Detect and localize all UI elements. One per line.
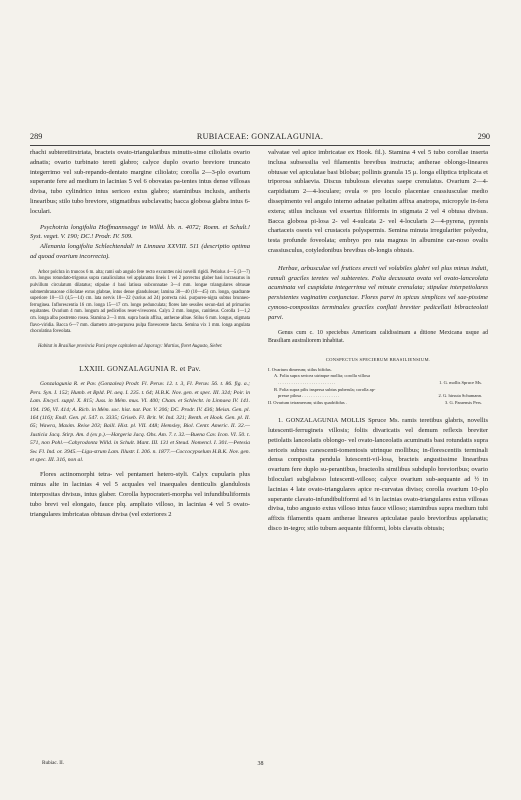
key-text: II. Ovarium tetramerum; stilus quadrifidus . (268, 399, 347, 405)
key-species: 2. G. hirsuta Schumann. (438, 393, 482, 399)
genus-title: LXXIII. GONZALAGUNIA R. et Pav. (79, 364, 201, 374)
right-page-number: 290 (477, 132, 490, 141)
genus-description-continued: valvatae vel apice imbricatae ex Hook. fil.). Stamina 4 vel 5 tubo corollae inserta inclusa subsessilia vel filamentis brevibus instructa; antherae oblongo-lineares obtusae vel apiculatae basi bilobae; pollinis granula 15 μ. longa ellipticа triplicata et triporosa sublaevia. Discus tubulosus elevatus saepe crenulatus. Ovarium 2—4-carpidiatum 2—4-loculare; ovula ∞ pro loculo placentae crassiusculae medio dissepimento vel angulo interno adnatae peltatim affixa anatropa, micropyle in-fera extera; stilus inclusus vel exsertus filiformis in stigmata 2 vel 4 obtusa divisus. Bacca globosa pi-losa 2- vel 4-sulcata 2- vel 4-locularis 2—4-pyrena, pyrenis chartaceis oseeis vel crustaceis polyspermis. Semina minuta irregulariter polyedra, testa profunde foveolata; embryo pro rata magnus in albumine car-noso ovalis crassiusculus, cotyledonibus brevibus ob-longis obtusis. (268, 149, 488, 254)
key-text: . . . . . . . . . . . . . . . . . . . . . . . . . . (278, 379, 336, 385)
key-text: presse pilosa . . . . . . . . . . . . . . . . . (278, 393, 340, 399)
key-species: 3. G. Paraensis Pers. (445, 399, 482, 405)
running-header (30, 131, 490, 143)
left-page-number: 289 (30, 132, 43, 141)
key-text: I. Ovarium dimerum; stilus bifidus. (268, 366, 332, 372)
key-row (268, 387, 488, 394)
key-row (268, 373, 488, 380)
key-row (268, 393, 488, 400)
key-row (268, 400, 488, 407)
species-gonzalagunia-mollis: 1. GONZALAGUNIA MOLLIS Spruce Ms. ramis teretibus glabris, novellis lutescenti-ferrugineis villosis; foliis divaricatis vel demum reflexis breviter petiolatis lanceolatis oblongo- vel ovato-lanceolatis acuminatis basi rotundatis supra sericeis subtus canescenti-tomentosis utrinque mollibus; in-florescentiis terminali densa composita pendula lutescenti-vil-losa, bracteis angustissime linearibus ovarium fere duplo su-perantibus, bracteolis similibus subduplo brevioribus; ovario biloculari subglaboso lutescenti-villoso; calyce ovarium sub-aequante ad ½ in lacinias 4 late ovato-triangulares apice re-curvatas diviso; corolla ovarium 10-plo superante clavato-infundibuliformi ad ⅓ in lacinias ovato-triangulares extus villosas divisa, tubo angusto extus villoso intus fauce villoso; staminibus supra medium tubi affixis filamentis quam antherae lineares apiculatae paulo brevioribus applanatis; disco in-tegro; stilo tubum aequante filiformi, lobis clavatis obtusis; (268, 417, 488, 533)
genus-references: Gonzalagunia R. et Pav. (Gonzalea) Prodr. Fl. Peruv. 12. t. 3, Fl. Peruv. 56. t. 86. fig. a.; Pers. Syn. I. 152; Humb. et Bpld. Pl. aeq. I. 235. t. 64; H.B.K. Nov. gen. et spec. III. 324; Poir. in Lam. Encycl. suppl. X. 815; Juss. in Mém. mus. VI. 400; Cham. et Schlecht. in Linnaea IV. 141. 194. 196, VI. 414; A. Rich. in Mém. soc. hist. nat. Par. V. 206; DC. Prodr. IV. 436; Meisn. Gen. pl. 164 (116); Endl. Gen. pl. 547. n. 3335; Griseb. Fl. Brit. W. Ind. 321; Benth. et Hook. Gen. pl. II. 65; Wawra, Maxim. Reise 203; Baill. Hist. pl. VII. 448; Hemsley, Biol. Centr. Americ. II. 32.—Justicia Jacq. Stirp. Am. 4 (ex p.).—Hargeria Jacq. Obs. Am. 7. t. 32.—Buena Cav. Icon. VI. 50. t. 571, non Pohl.—Cahyrodonta Willd. in Schult. Mant. III. 131 et Steud. Nomencl. I. 301.—Petesia Sw. Fl. Ind. or. 3945.—Ligu-strum Lam. Illustr. I. 206. n. 1877.—Coccocypselum H.B.K. Nov. gen. et spec. III. 316, non al. (30, 381, 250, 463)
key-row (268, 380, 488, 387)
right-column (268, 148, 488, 760)
species-key (268, 367, 488, 407)
habitat-note: Habitat in Brasiliae provincia Pará prope capitalem ad Japaraçy: Martius, floret Augusto, Sieber. (38, 343, 223, 349)
description-continued: rhachi subteretiirstriata, bracteis ovato-triangularibus minutis-sime ciliolatis ovario adnatis; ovario turbinato tereti glabro; calyce duplo ovario breviore truncato integerrimo vel sub-repando-dentato margine ciliolato; corolla 2—3-plo ovarium superante fere ad medium in lacinias 5 vel 6 obovatas pa-tentes intus dense villosas divisa, tubo cylindrico intus sericeo extus glabro; staminibus inclusis, antheris linearibus; stilo tubo breviore, stigmatibus subclavatis; bacca globosa glabra intus 6-loculari. (30, 149, 250, 215)
synonym-psychotria: Psychotria longifolia Hoffmannsegg! in Willd. hb. n. 4072; Roem. et Schult.! Syst. veget. V. 190; DC.! Prodr. IV. 509. (30, 223, 250, 241)
genus-flores-description: Flores actinomorphi tetra- vel pentameri hetero-styli. Calyx cupularis plus minus alte in lacinias 4 vel 5 acquales vel inaequales denticulis glandulosis interpositas divisus, intus glaber. Corolla hypocrateri-morpha vel infundibuliformis tubo brevi vel elongato, fauce plq. ampliato villoso, in lacinias 4 vel 5 ovato-triangulares imbricatas obtusas divisa (vel exteriores 2 (30, 471, 250, 518)
synonym-allenania: Allenania longifolia Schlechtendal! in Linnaea XXVIII. 511 (descriptio optima ad quoad ovarium incorrecta). (30, 243, 250, 260)
left-column (30, 148, 250, 760)
detailed-description: Arbor polchra in truncos 6 m. alta; rami sub angulo fere recto excunttes nisi novelli rigidi. Petiolus 4—5 (3—7) cm. longus rotundato-trigonus supra canaliculatus vel applanatus lineis 1 vel 2 porrectus glaber basi incrassatus in pulvillum circulatum dilatatus; stipulae 4 basi latiusa subconnatae 3—4 mm. longae triangulares obtusae submembranaceae ciliolatae extus glabrae, intus dense glandulosae; lamina 30—40 (10—45) cm. longa, quadrante superiore 10—13 (4,5—14) cm. lata nervis 18—22 (varius ad 24) porrecta nisi. purpureo-nigra subtus brunneo-ferruginea. Inflorescentia 16 cm. longa 15—17 cm. longo pedunculata; flores late sessiles secun-dari ad primarios equitantes. Ovarium 4 mm. longum ad pedicellos reser-vivescens. Calyx 2 mm. longus, canitieus. Corolla 1—1,2 cm. longa alba postremo rosea. Stamina 2—3 mm. supra basin affixa, antherae albae. Stilus 6 mm. longus, stigmata flavo-viridia. Bacca 6—7 mm. diametro atro-purpurea pulpa flavescente fancta. Semina vix 1 mm. longa angulata chocolatina foveolata. (30, 269, 250, 335)
genus-distribution: Genus cum c. 10 speciebus Americam calidissimam a ditione Mexicana usque ad Brasiliam australiorem inhabitat. (268, 329, 488, 345)
running-title: RUBIACEAE: GONZALAGUNIA. (196, 132, 324, 141)
key-species: 1. G. mollis Spruce Ms. (439, 379, 482, 385)
conspectus-title: CONSPECTUS SPECIERUM BRASILIENSIUM. (325, 356, 431, 362)
key-text: B. Folia supra pilis inspersa subtus puberula; corolla ap- (274, 386, 376, 392)
habit-description: Herbae, arbusculae vel frutices erecti vel volubiles glabri vel plus minus induti, ramuli graciles teretes vel subteretes. Folia decussata ovata vel ovato-lanceolata acuminata vel cuspidata integerrima vel minute crenulata; stipulae interpetiolares persistentes vaginatim conjunctae. Flores parvi in spicas simplices vel sae-pissime cymoso-compositas terminales graciles conflati breviter pedicellati bibracteolati parvi. (268, 264, 488, 321)
key-text: A. Folia supra sericea utrinque mollia; corolla villosa (274, 373, 370, 379)
header-rule (30, 145, 490, 146)
key-row (268, 367, 488, 374)
signature-mark: Rubiac. II. (42, 760, 65, 766)
signature-number: 38 (257, 761, 264, 767)
